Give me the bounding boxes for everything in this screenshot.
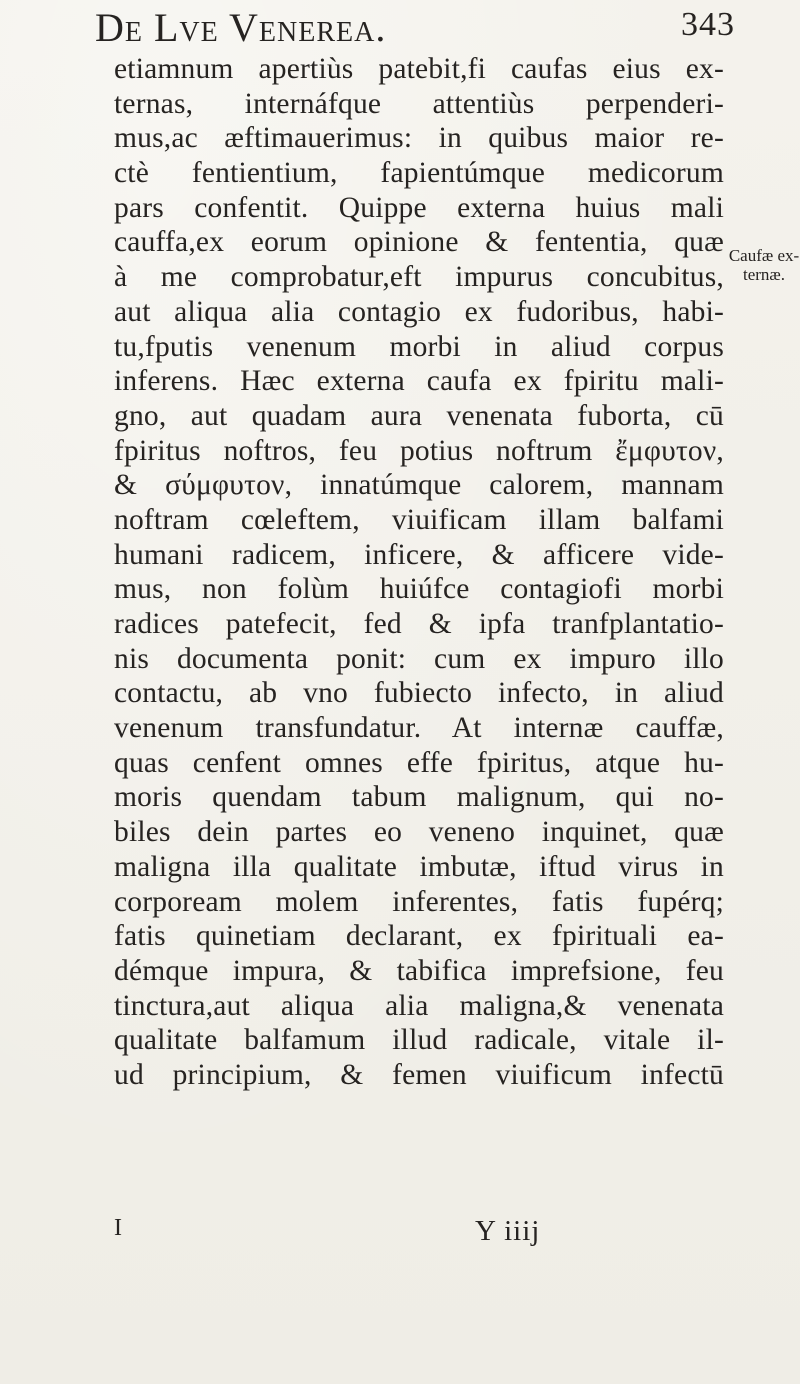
text-line: nis documenta ponit: cum ex impuro illo — [114, 642, 724, 675]
text-line: tu,fputis venenum morbi in aliud corpus — [114, 330, 724, 363]
text-line: démque impura, & tabifica imprefsione, feu — [114, 954, 724, 987]
signature-catchword: Y iiij — [475, 1215, 541, 1247]
signature-mark: I — [114, 1215, 122, 1241]
text-line: cauffa,ex eorum opinione & fententia, quæ — [114, 226, 724, 259]
text-line: ud principium, & femen viuificum infectū — [114, 1058, 724, 1091]
text-line: fatis quinetiam declarant, ex fpirituali ea- — [114, 920, 724, 953]
text-line: à me comprobatur,eft impurus concubitus, — [114, 261, 724, 294]
marginal-note-line: Caufæ ex- — [728, 246, 800, 265]
running-head — [95, 2, 735, 50]
text-line: noftram cœleftem, viuificam illam balfami — [114, 503, 724, 536]
text-line: contactu, ab vno fubiecto infecto, in aliud — [114, 677, 724, 710]
text-line: moris quendam tabum malignum, qui no- — [114, 781, 724, 814]
text-line: qualitate balfamum illud radicale, vitale il- — [114, 1024, 724, 1057]
text-line: inferens. Hæc externa caufa ex fpiritu mali- — [114, 365, 724, 398]
body-text — [114, 52, 724, 1093]
text-line: tinctura,aut aliqua alia maligna,& venenata — [114, 989, 724, 1022]
text-line: biles dein partes eo veneno inquinet, quæ — [114, 816, 724, 849]
text-line: gno, aut quadam aura venenata fuborta, cū — [114, 399, 724, 432]
text-line: mus, non folùm huiúfce contagiofi morbi — [114, 573, 724, 606]
page-number: 343 — [681, 6, 735, 43]
text-line: aut aliqua alia contagio ex fudoribus, habi- — [114, 295, 724, 328]
marginal-note — [728, 246, 800, 284]
text-line: pars confentit. Quippe externa huius mali — [114, 191, 724, 224]
text-line: ctè fentientium, fapientúmque medicorum — [114, 157, 724, 190]
text-line: radices patefecit, fed & ipfa tranfplantatio- — [114, 608, 724, 640]
running-title: De Lve Venerea. — [95, 5, 387, 50]
text-line: corpoream molem inferentes, fatis fupérq; — [114, 885, 724, 918]
page-footer — [114, 1215, 724, 1255]
marginal-note-line: ternæ. — [742, 265, 786, 284]
text-line: etiamnum apertiùs patebit,fi caufas eius ex- — [114, 53, 724, 85]
text-line: humani radicem, inficere, & afficere vide- — [114, 538, 724, 571]
text-line: quas cenfent omnes effe fpiritus, atque hu- — [114, 746, 724, 779]
text-line: venenum transfundatur. At internæ cauffæ, — [114, 712, 724, 745]
text-line: & σύμφυτον, innatúmque calorem, mannam — [114, 469, 724, 502]
text-line: ternas, internáfque attentiùs perpenderi- — [114, 87, 724, 120]
text-line: maligna illa qualitate imbutæ, iftud virus in — [114, 850, 724, 883]
text-line: fpiritus noftros, feu potius noftrum ἔμφυτον, — [114, 434, 724, 467]
text-line: mus,ac æftimauerimus: in quibus maior re- — [114, 122, 724, 155]
